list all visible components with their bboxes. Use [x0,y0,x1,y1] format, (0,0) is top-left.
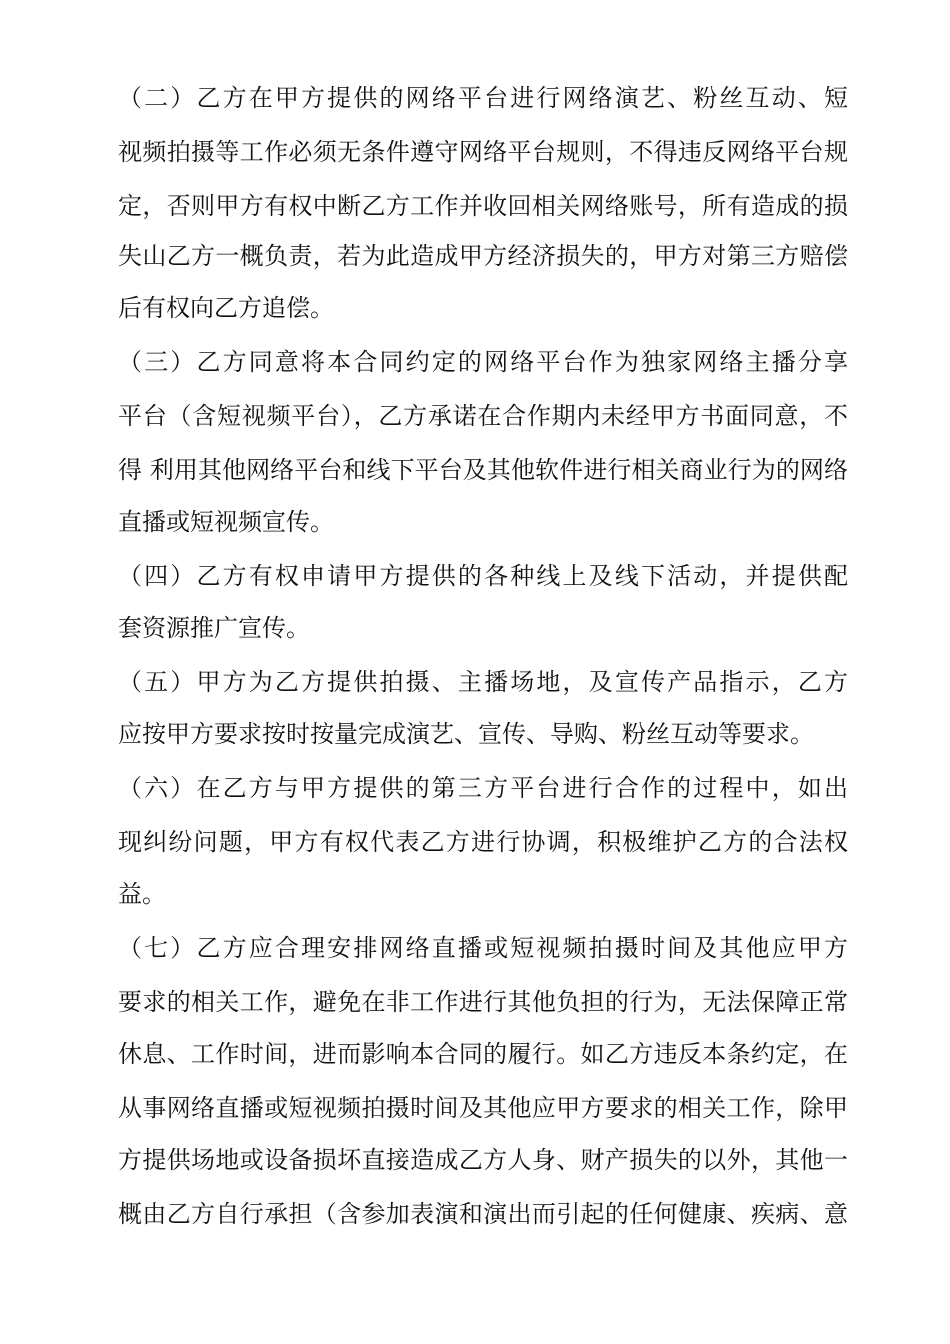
paragraph-2-line-4: 直播或短视频宣传。 [118,508,334,536]
paragraph-6-line-6: 概由乙方自行承担（含参加表演和演出而引起的任何健康、疾病、意 [118,1200,848,1228]
paragraph-6-line-4: 从事网络直播或短视频拍摄时间及其他应甲方要求的相关工作，除甲 [118,1094,848,1122]
paragraph-4-line-2: 应按甲方要求按时按量完成演艺、宣传、导购、粉丝互动等要求。 [118,720,814,748]
paragraph-5-line-1: （六）在乙方与甲方提供的第三方平台进行合作的过程中，如出 [118,774,848,802]
paragraph-6-line-3: 休息、工作时间，进而影响本合同的履行。如乙方违反本条约定，在 [118,1040,848,1068]
paragraph-5-line-3: 益。 [118,880,166,908]
paragraph-1-line-3: 定，否则甲方有权中断乙方工作并收回相关网络账号，所有造成的损 [118,192,848,220]
paragraph-3-line-2: 套资源推广宣传。 [118,614,310,642]
paragraph-1-line-4: 失山乙方一概负责，若为此造成甲方经济损失的，甲方对第三方赔偿 [118,242,848,270]
paragraph-2-line-1: （三）乙方同意将本合同约定的网络平台作为独家网络主播分享 [118,348,848,376]
paragraph-6-line-5: 方提供场地或设备损坏直接造成乙方人身、财产损失的以外，其他一 [118,1146,848,1174]
paragraph-4-line-1: （五）甲方为乙方提供拍摄、主播场地，及宣传产品指示，乙方 [118,668,848,696]
paragraph-2-line-2: 平台（含短视频平台），乙方承诺在合作期内未经甲方书面同意，不 [118,402,848,430]
paragraph-2-line-3: 得 利用其他网络平台和线下平台及其他软件进行相关商业行为的网络 [118,456,848,484]
paragraph-3-line-1: （四）乙方有权申请甲方提供的各种线上及线下活动，并提供配 [118,562,848,590]
paragraph-5-line-2: 现纠纷问题，甲方有权代表乙方进行协调，积极维护乙方的合法权 [118,828,848,856]
paragraph-6-line-1: （七）乙方应合理安排网络直播或短视频拍摄时间及其他应甲方 [118,934,848,962]
paragraph-6-line-2: 要求的相关工作，避免在非工作进行其他负担的行为，无法保障正常 [118,988,848,1016]
paragraph-1-line-1: （二）乙方在甲方提供的网络平台进行网络演艺、粉丝互动、短 [118,84,848,112]
paragraph-1-line-2: 视频拍摄等工作必须无条件遵守网络平台规则，不得违反网络平台规 [118,138,848,166]
paragraph-1-line-5: 后有权向乙方追偿。 [118,294,334,322]
